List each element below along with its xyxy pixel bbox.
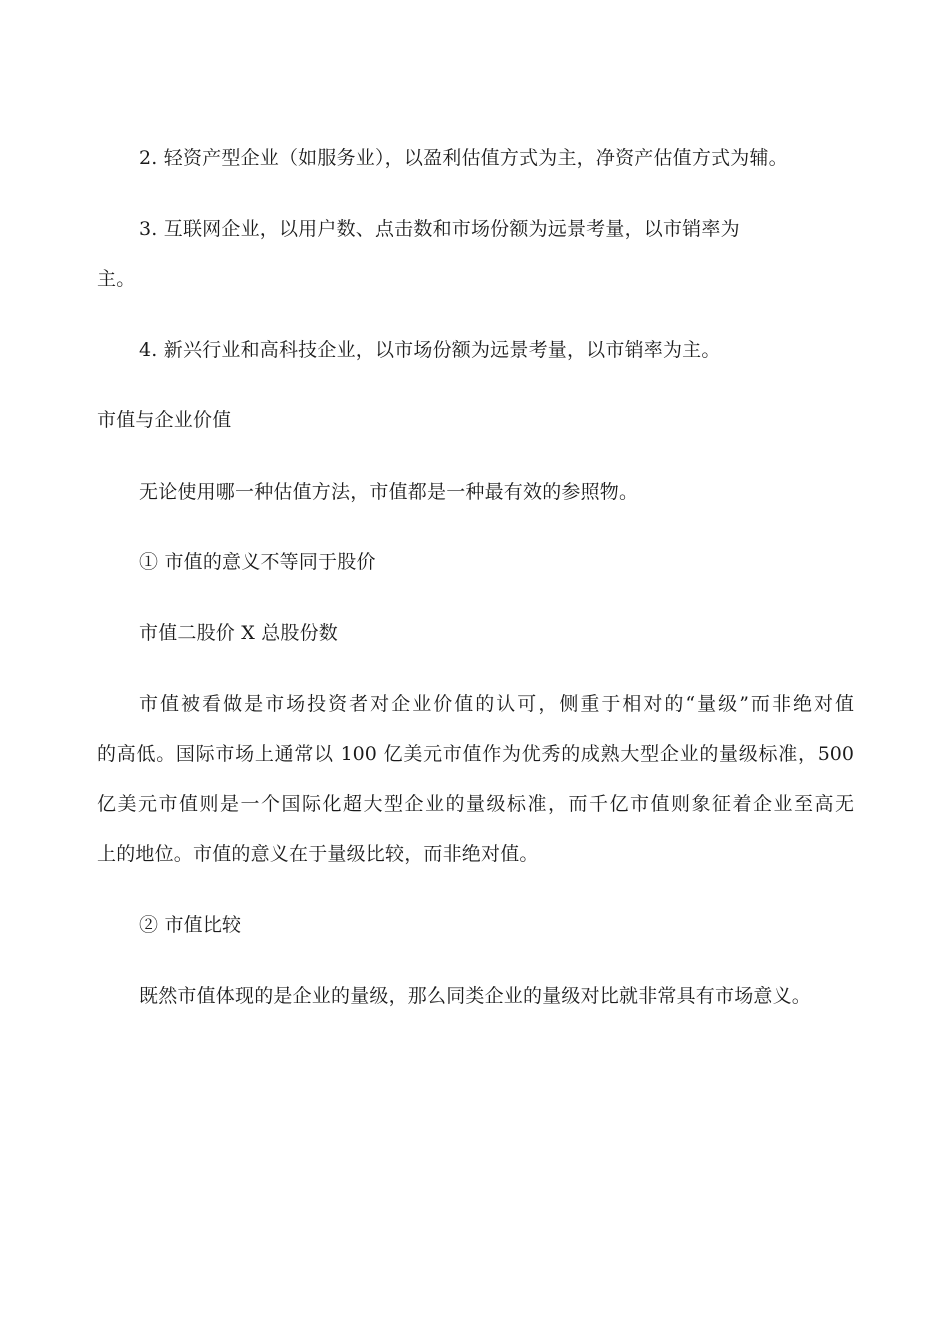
list-item-4: 4. 新兴行业和高科技企业，以市场份额为远景考量，以市销率为主。: [139, 339, 721, 361]
closing-paragraph: 既然市值体现的是企业的量级，那么同类企业的量级对比就非常具有市场意义。: [139, 985, 812, 1007]
paragraph-line-2: 的高低。国际市场上通常以 100 亿美元市值作为优秀的成熟大型企业的量级标准，500: [97, 743, 854, 765]
paragraph-line-3: 亿美元市值则是一个国际化超大型企业的量级标准，而千亿市值则象征着企业至高无: [97, 793, 854, 815]
list-item-2: 2. 轻资产型企业（如服务业），以盈利估值方式为主，净资产估值方式为辅。: [139, 147, 788, 169]
paragraph-line-4: 上的地位。市值的意义在于量级比较，而非绝对值。: [97, 843, 539, 865]
point-1-title: ① 市值的意义不等同于股价: [139, 551, 376, 573]
intro-paragraph: 无论使用哪一种估值方法，市值都是一种最有效的参照物。: [139, 481, 639, 503]
formula-line: 市值二股价 X 总股份数: [139, 622, 339, 644]
section-heading: 市值与企业价值: [97, 409, 232, 431]
list-item-3-line-2: 主。: [97, 268, 136, 290]
list-item-3-line-1: 3. 互联网企业，以用户数、点击数和市场份额为远景考量，以市销率为: [139, 218, 740, 240]
point-2-title: ② 市值比较: [139, 914, 242, 936]
paragraph-line-1: 市值被看做是市场投资者对企业价值的认可，侧重于相对的“量级”而非绝对值: [139, 693, 854, 715]
